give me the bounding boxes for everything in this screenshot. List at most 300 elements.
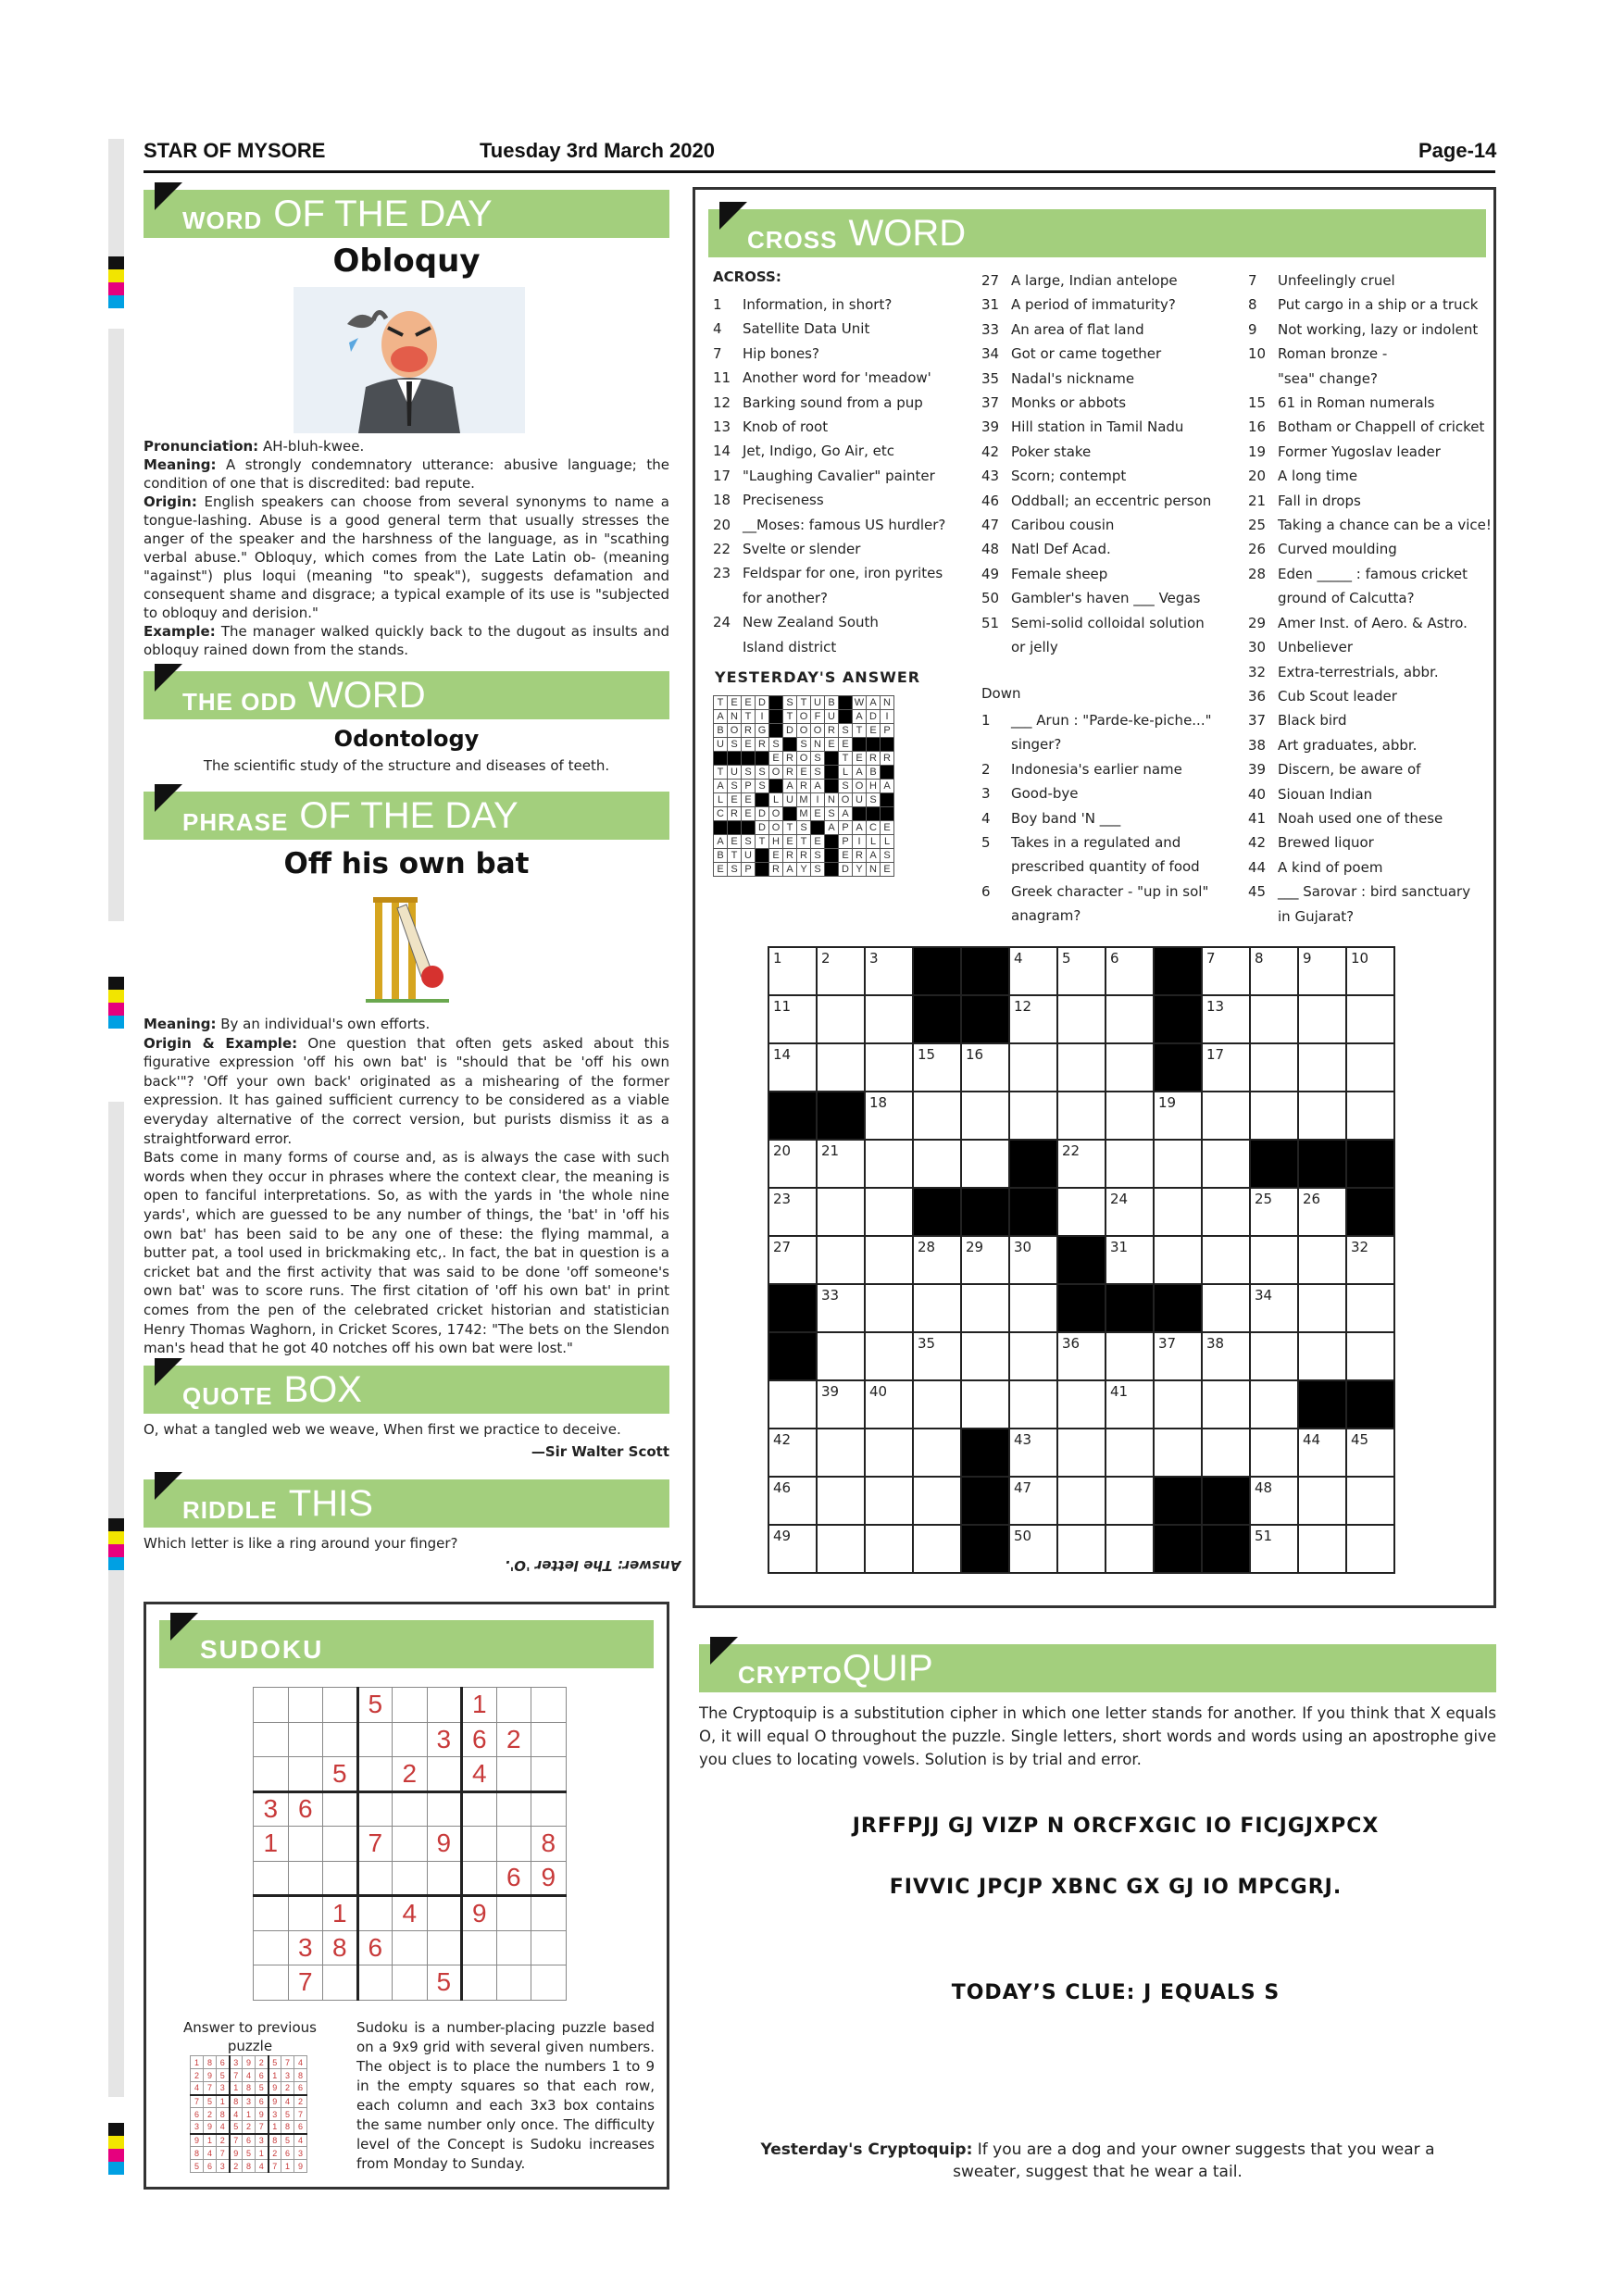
crossword-cell[interactable] <box>817 1188 865 1236</box>
black-square <box>1154 1043 1202 1092</box>
sudoku-cell[interactable] <box>496 1791 531 1827</box>
sudoku-cell[interactable] <box>393 1861 428 1896</box>
answer-cell: U <box>742 849 756 863</box>
answer-cell: T <box>728 849 742 863</box>
clue-row <box>1248 757 1492 781</box>
clue-text: Hip bones? <box>743 344 819 362</box>
crossword-cell[interactable] <box>1009 1284 1057 1332</box>
crossword-cell[interactable]: 13 <box>1202 995 1250 1043</box>
sudoku-cell[interactable]: 5 <box>323 1757 358 1792</box>
crossword-cell[interactable] <box>913 1284 961 1332</box>
answer-cell: E <box>742 696 756 710</box>
crossword-cell[interactable]: 41 <box>1106 1380 1154 1429</box>
sudoku-cell[interactable] <box>357 1722 393 1757</box>
sudoku-cell[interactable] <box>357 1757 393 1792</box>
crossword-cell[interactable] <box>817 1043 865 1092</box>
sudoku-cell[interactable] <box>254 1722 289 1757</box>
crossword-cell[interactable] <box>1009 1092 1057 1140</box>
sudoku-cell[interactable] <box>496 1896 531 1931</box>
band-label-small: CROSS <box>747 226 838 254</box>
crossword-cell[interactable]: 37 <box>1154 1332 1202 1380</box>
sudoku-cell[interactable]: 6 <box>496 1861 531 1896</box>
sudoku-cell[interactable] <box>288 1757 323 1792</box>
sudoku-cell[interactable]: 6 <box>288 1791 323 1827</box>
sudoku-cell[interactable]: 2 <box>393 1757 428 1792</box>
answer-cell: 9 <box>191 2134 204 2147</box>
crossword-cell[interactable] <box>961 1284 1009 1332</box>
crossword-cell[interactable] <box>865 1284 913 1332</box>
answer-cell: A <box>825 821 839 835</box>
answer-cell: 1 <box>281 2160 294 2173</box>
sudoku-cell[interactable] <box>323 1722 358 1757</box>
crossword-cell[interactable] <box>1154 1380 1202 1429</box>
crossword-cell[interactable] <box>1298 1332 1346 1380</box>
crossword-cell[interactable] <box>1154 1236 1202 1284</box>
crossword-cell[interactable] <box>1346 1525 1394 1573</box>
answer-cell: 4 <box>281 2095 294 2108</box>
sudoku-cell[interactable] <box>357 1965 393 2001</box>
clue-text: ___ Arun : "Parde-ke-piche..." <box>1011 712 1212 729</box>
answer-cell: T <box>853 724 867 738</box>
crossword-cell[interactable] <box>961 1380 1009 1429</box>
sudoku-cell[interactable] <box>462 1965 497 2001</box>
sudoku-cell[interactable] <box>288 1688 323 1723</box>
answer-cell: E <box>714 863 728 877</box>
clue-row <box>981 611 1211 635</box>
sudoku-cell[interactable] <box>393 1965 428 2001</box>
sudoku-cell[interactable] <box>254 1896 289 1931</box>
sudoku-grid[interactable] <box>253 1687 567 2001</box>
sudoku-cell[interactable] <box>288 1861 323 1896</box>
clue-number <box>1248 367 1278 391</box>
sudoku-cell[interactable] <box>531 1930 567 1965</box>
crossword-cell[interactable] <box>817 1332 865 1380</box>
quote-header <box>144 1366 669 1414</box>
answer-cell: H <box>769 835 783 849</box>
yesterday-crossword-grid <box>713 695 894 877</box>
crossword-cell[interactable] <box>1009 1380 1057 1429</box>
sudoku-cell[interactable] <box>323 1861 358 1896</box>
crossword-cell[interactable] <box>1106 1525 1154 1573</box>
answer-cell: A <box>881 780 894 793</box>
crossword-cell[interactable] <box>1106 995 1154 1043</box>
crossword-cell[interactable]: 29 <box>961 1236 1009 1284</box>
crossword-cell[interactable]: 8 <box>1250 947 1298 995</box>
answer-cell: 1 <box>256 2147 269 2160</box>
crossword-cell[interactable] <box>1057 1043 1106 1092</box>
crossword-cell[interactable] <box>961 1092 1009 1140</box>
sudoku-cell[interactable] <box>427 1688 462 1723</box>
answer-cell: Y <box>797 863 811 877</box>
sudoku-cell[interactable] <box>462 1930 497 1965</box>
sudoku-cell[interactable] <box>393 1688 428 1723</box>
sudoku-cell[interactable]: 8 <box>323 1930 358 1965</box>
crossword-cell[interactable]: 1 <box>768 947 817 995</box>
answer-cell: S <box>867 793 881 807</box>
crossword-cell[interactable] <box>1202 1429 1250 1477</box>
crossword-cell[interactable] <box>913 1477 961 1525</box>
crossword-cell[interactable]: 40 <box>865 1380 913 1429</box>
crossword-cell[interactable] <box>1298 1236 1346 1284</box>
band-label-big: OF THE DAY <box>273 193 493 234</box>
sudoku-cell[interactable]: 2 <box>496 1722 531 1757</box>
clue-number: 22 <box>713 541 731 558</box>
crossword-cell[interactable]: 4 <box>1009 947 1057 995</box>
sudoku-cell[interactable]: 5 <box>357 1688 393 1723</box>
sudoku-cell[interactable] <box>254 1965 289 2001</box>
clue-number: 3 <box>981 785 991 803</box>
crossword-cell[interactable]: 14 <box>768 1043 817 1092</box>
clue-text: Taking a chance can be a vice! <box>1278 517 1492 534</box>
sudoku-cell[interactable] <box>427 1930 462 1965</box>
crossword-cell[interactable]: 24 <box>1106 1188 1154 1236</box>
word-of-day-header <box>144 190 669 238</box>
crossword-cell[interactable] <box>865 1429 913 1477</box>
crossword-cell[interactable] <box>1250 1332 1298 1380</box>
sudoku-cell[interactable] <box>531 1757 567 1792</box>
crossword-cell[interactable] <box>913 1525 961 1573</box>
crossword-cell[interactable] <box>1250 1092 1298 1140</box>
clue-row <box>981 367 1211 391</box>
crossword-cell[interactable]: 3 <box>865 947 913 995</box>
sudoku-cell[interactable]: 9 <box>462 1896 497 1931</box>
crossword-cell[interactable] <box>1106 1092 1154 1140</box>
sudoku-cell[interactable]: 5 <box>427 1965 462 2001</box>
crossword-cell[interactable]: 23 <box>768 1188 817 1236</box>
crossword-cell[interactable]: 43 <box>1009 1429 1057 1477</box>
sudoku-cell[interactable] <box>427 1861 462 1896</box>
black-square <box>913 1188 961 1236</box>
crossword-cell[interactable] <box>1106 1477 1154 1525</box>
crossword-cell[interactable]: 22 <box>1057 1140 1106 1188</box>
answer-cell: R <box>783 766 797 780</box>
sudoku-cell[interactable] <box>496 1827 531 1862</box>
crossword-cell[interactable] <box>1202 1092 1250 1140</box>
crossword-cell[interactable]: 44 <box>1298 1429 1346 1477</box>
crossword-cell[interactable]: 33 <box>817 1284 865 1332</box>
black-square <box>913 995 961 1043</box>
black-square <box>867 807 881 821</box>
crossword-cell[interactable] <box>1250 1236 1298 1284</box>
crossword-cell[interactable]: 17 <box>1202 1043 1250 1092</box>
crossword-cell[interactable]: 27 <box>768 1236 817 1284</box>
crossword-cell[interactable]: 26 <box>1298 1188 1346 1236</box>
cryptoquip-intro: The Cryptoquip is a substitution cipher in which one letter stands for another. If you think that X equals O, it will equal O throughout the puzzle. Single letters, short words and words using an apostrophe give you clues to locating vowels. Solution is by trial and error. <box>699 1704 1496 1768</box>
crossword-cell[interactable]: 49 <box>768 1525 817 1573</box>
sudoku-cell[interactable] <box>496 1688 531 1723</box>
clue-text: ___ Sarovar : bird sanctuary <box>1278 883 1471 901</box>
sudoku-cell[interactable] <box>393 1827 428 1862</box>
crossword-cell[interactable]: 51 <box>1250 1525 1298 1573</box>
crossword-cell[interactable]: 25 <box>1250 1188 1298 1236</box>
crossword-cell[interactable]: 48 <box>1250 1477 1298 1525</box>
crossword-cell[interactable]: 15 <box>913 1043 961 1092</box>
crossword-cell[interactable] <box>1057 1525 1106 1573</box>
clue-row <box>713 537 945 561</box>
crossword-cell[interactable]: 18 <box>865 1092 913 1140</box>
sudoku-cell[interactable] <box>462 1827 497 1862</box>
sudoku-header <box>159 1620 654 1668</box>
crossword-cell[interactable] <box>865 1332 913 1380</box>
angry-man-illustration <box>294 287 525 433</box>
clue-text: Unfeelingly cruel <box>1278 272 1395 289</box>
sudoku-cell[interactable]: 1 <box>462 1688 497 1723</box>
crossword-cell[interactable]: 2 <box>817 947 865 995</box>
clue-row <box>981 757 1212 781</box>
answer-cell: 8 <box>191 2147 204 2160</box>
sudoku-cell[interactable] <box>357 1896 393 1931</box>
answer-cell: A <box>853 821 867 835</box>
crossword-cell[interactable]: 38 <box>1202 1332 1250 1380</box>
clue-text: Black bird <box>1278 712 1347 730</box>
sudoku-cell[interactable] <box>427 1757 462 1792</box>
sudoku-cell[interactable] <box>357 1791 393 1827</box>
clue-number: 18 <box>713 492 731 509</box>
sudoku-cell[interactable] <box>254 1688 289 1723</box>
crossword-cell[interactable]: 47 <box>1009 1477 1057 1525</box>
sudoku-cell[interactable] <box>496 1930 531 1965</box>
clue-row <box>1248 342 1492 366</box>
crossword-cell[interactable]: 20 <box>768 1140 817 1188</box>
crossword-grid[interactable] <box>768 946 1395 1574</box>
crossword-cell[interactable] <box>1106 1043 1154 1092</box>
clue-text: or jelly <box>1011 639 1058 656</box>
answer-cell: 6 <box>256 2069 269 2082</box>
crossword-cell[interactable] <box>1009 1332 1057 1380</box>
sudoku-cell[interactable] <box>531 1896 567 1931</box>
sudoku-cell[interactable]: 7 <box>288 1965 323 2001</box>
crossword-cell[interactable] <box>768 1380 817 1429</box>
answer-cell: L <box>881 835 894 849</box>
sudoku-cell[interactable]: 9 <box>427 1827 462 1862</box>
crossword-cell[interactable] <box>817 1429 865 1477</box>
crossword-cell[interactable] <box>817 1236 865 1284</box>
clue-text: Preciseness <box>743 492 824 509</box>
sudoku-cell[interactable]: 8 <box>531 1827 567 1862</box>
crossword-cell[interactable]: 35 <box>913 1332 961 1380</box>
crossword-cell[interactable] <box>865 1236 913 1284</box>
clue-row <box>981 635 1211 659</box>
sudoku-cell[interactable] <box>496 1757 531 1792</box>
crossword-cell[interactable] <box>1154 1429 1202 1477</box>
crossword-cell[interactable]: 34 <box>1250 1284 1298 1332</box>
crossword-cell[interactable] <box>1202 1188 1250 1236</box>
band-label-big: WORD <box>848 213 967 254</box>
crossword-cell[interactable]: 5 <box>1057 947 1106 995</box>
crossword-cell[interactable]: 9 <box>1298 947 1346 995</box>
crossword-cell[interactable]: 16 <box>961 1043 1009 1092</box>
crossword-cell[interactable] <box>1057 1092 1106 1140</box>
sudoku-cell[interactable]: 3 <box>288 1930 323 1965</box>
sudoku-cell[interactable] <box>254 1930 289 1965</box>
sudoku-cell[interactable]: 3 <box>254 1791 289 1827</box>
crossword-cell[interactable]: 28 <box>913 1236 961 1284</box>
answer-cell: 4 <box>191 2082 204 2095</box>
answer-cell: S <box>811 863 825 877</box>
crossword-cell[interactable] <box>913 1429 961 1477</box>
crossword-cell[interactable]: 42 <box>768 1429 817 1477</box>
sudoku-cell[interactable] <box>254 1861 289 1896</box>
crossword-cell[interactable] <box>817 995 865 1043</box>
sudoku-cell[interactable]: 9 <box>531 1861 567 1896</box>
sudoku-cell[interactable] <box>496 1965 531 2001</box>
sudoku-cell[interactable]: 4 <box>462 1757 497 1792</box>
crossword-cell[interactable]: 10 <box>1346 947 1394 995</box>
crossword-cell[interactable] <box>1250 1429 1298 1477</box>
crossword-cell[interactable] <box>1346 1477 1394 1525</box>
sudoku-cell[interactable] <box>357 1861 393 1896</box>
crossword-cell[interactable] <box>1346 1332 1394 1380</box>
answer-cell: S <box>742 766 756 780</box>
black-square <box>756 752 769 766</box>
crossword-cell[interactable] <box>1250 1380 1298 1429</box>
clue-row <box>981 781 1212 805</box>
crossword-cell[interactable] <box>1202 1284 1250 1332</box>
crossword-cell[interactable] <box>1154 1140 1202 1188</box>
crossword-cell[interactable] <box>913 1140 961 1188</box>
sudoku-cell[interactable] <box>531 1722 567 1757</box>
crossword-cell[interactable] <box>1202 1236 1250 1284</box>
sudoku-cell[interactable] <box>323 1965 358 2001</box>
crossword-cell[interactable] <box>817 1525 865 1573</box>
crossword-cell[interactable] <box>1346 1284 1394 1332</box>
clue-row <box>1248 293 1492 317</box>
crossword-cell[interactable] <box>1057 1188 1106 1236</box>
clue-number: 6 <box>981 882 991 900</box>
clue-number: 49 <box>981 565 1000 582</box>
sudoku-cell[interactable]: 6 <box>462 1722 497 1757</box>
sudoku-cell[interactable]: 7 <box>357 1827 393 1862</box>
crossword-cell[interactable] <box>1009 1043 1057 1092</box>
sudoku-cell[interactable]: 3 <box>427 1722 462 1757</box>
sudoku-cell[interactable]: 1 <box>254 1827 289 1862</box>
crossword-cell[interactable] <box>1057 1380 1106 1429</box>
band-label-small: THE ODD <box>182 688 297 716</box>
crossword-cell[interactable] <box>865 1043 913 1092</box>
clue-text: Feldspar for one, iron pyrites <box>743 565 943 582</box>
clue-row <box>1248 806 1492 830</box>
crossword-cell[interactable] <box>1250 995 1298 1043</box>
crossword-cell[interactable] <box>1346 1092 1394 1140</box>
answer-cell: A <box>714 835 728 849</box>
answer-cell: T <box>797 835 811 849</box>
quote-text: O, what a tangled web we weave, When first we practice to deceive. <box>144 1421 621 1438</box>
crossword-cell[interactable] <box>1202 1140 1250 1188</box>
crossword-cell[interactable]: 31 <box>1106 1236 1154 1284</box>
clue-text: Gambler's haven ___ Vegas <box>1011 590 1201 607</box>
crossword-cell[interactable]: 36 <box>1057 1332 1106 1380</box>
clue-row <box>981 415 1211 439</box>
crossword-cell[interactable] <box>961 1140 1009 1188</box>
crossword-cell[interactable]: 46 <box>768 1477 817 1525</box>
answer-cell: 7 <box>191 2095 204 2108</box>
crossword-cell[interactable] <box>817 1477 865 1525</box>
crossword-cell[interactable] <box>1106 1140 1154 1188</box>
crossword-cell[interactable] <box>1106 1332 1154 1380</box>
sudoku-cell[interactable] <box>254 1757 289 1792</box>
crossword-cell[interactable] <box>1057 1429 1106 1477</box>
sudoku-cell[interactable] <box>288 1722 323 1757</box>
crossword-cell[interactable]: 21 <box>817 1140 865 1188</box>
crossword-cell[interactable]: 30 <box>1009 1236 1057 1284</box>
clue-row <box>981 562 1211 586</box>
crossword-cell[interactable]: 39 <box>817 1380 865 1429</box>
clue-text: Noah used one of these <box>1278 809 1443 827</box>
crossword-cell[interactable] <box>961 1332 1009 1380</box>
crossword-cell[interactable]: 45 <box>1346 1429 1394 1477</box>
crossword-cell[interactable]: 6 <box>1106 947 1154 995</box>
sudoku-cell[interactable] <box>288 1896 323 1931</box>
sudoku-cell[interactable] <box>393 1722 428 1757</box>
sudoku-cell[interactable] <box>393 1930 428 1965</box>
crossword-cell[interactable] <box>1154 1188 1202 1236</box>
sudoku-cell[interactable] <box>393 1791 428 1827</box>
answer-cell: U <box>811 696 825 710</box>
sudoku-cell[interactable] <box>323 1791 358 1827</box>
crossword-cell[interactable] <box>865 1188 913 1236</box>
sudoku-cell[interactable]: 1 <box>323 1896 358 1931</box>
sudoku-cell[interactable]: 6 <box>357 1930 393 1965</box>
crossword-cell[interactable]: 19 <box>1154 1092 1202 1140</box>
answer-cell: R <box>756 738 769 752</box>
crossword-cell[interactable] <box>1250 1043 1298 1092</box>
crossword-cell[interactable] <box>1202 1380 1250 1429</box>
sudoku-cell[interactable] <box>427 1791 462 1827</box>
black-square <box>1106 1284 1154 1332</box>
sudoku-cell[interactable] <box>323 1827 358 1862</box>
crossword-cell[interactable] <box>1298 1043 1346 1092</box>
black-square <box>1346 1380 1394 1429</box>
crossword-cell[interactable] <box>1298 1477 1346 1525</box>
sudoku-cell[interactable] <box>462 1861 497 1896</box>
crossword-cell[interactable] <box>1298 1284 1346 1332</box>
crossword-cell[interactable]: 11 <box>768 995 817 1043</box>
clue-text: A kind of poem <box>1278 858 1383 876</box>
crossword-cell[interactable]: 7 <box>1202 947 1250 995</box>
sudoku-cell[interactable] <box>288 1827 323 1862</box>
answer-cell: L <box>714 793 728 807</box>
crossword-cell[interactable] <box>1057 1477 1106 1525</box>
sudoku-cell[interactable] <box>427 1896 462 1931</box>
crossword-cell[interactable] <box>1057 995 1106 1043</box>
crossword-cell[interactable] <box>865 1477 913 1525</box>
answer-cell: A <box>714 780 728 793</box>
crossword-cell[interactable] <box>913 1092 961 1140</box>
crossword-cell[interactable] <box>1346 995 1394 1043</box>
sudoku-cell[interactable] <box>462 1791 497 1827</box>
crossword-cell[interactable]: 50 <box>1009 1525 1057 1573</box>
sudoku-cell[interactable] <box>531 1791 567 1827</box>
crossword-cell[interactable] <box>1298 995 1346 1043</box>
crossword-cell[interactable] <box>913 1380 961 1429</box>
crossword-cell[interactable] <box>1106 1429 1154 1477</box>
crossword-cell[interactable] <box>865 1140 913 1188</box>
crossword-cell[interactable] <box>865 995 913 1043</box>
sudoku-cell[interactable] <box>323 1688 358 1723</box>
crossword-cell[interactable] <box>1346 1043 1394 1092</box>
clue-text: Roman bronze - <box>1278 345 1388 363</box>
sudoku-cell[interactable] <box>531 1688 567 1723</box>
crossword-cell[interactable] <box>1298 1092 1346 1140</box>
crossword-cell[interactable]: 32 <box>1346 1236 1394 1284</box>
sudoku-cell[interactable] <box>531 1965 567 2001</box>
crossword-cell[interactable] <box>865 1525 913 1573</box>
clue-row <box>1248 268 1492 293</box>
crossword-cell[interactable] <box>1298 1525 1346 1573</box>
crossword-cell[interactable]: 12 <box>1009 995 1057 1043</box>
sudoku-cell[interactable]: 4 <box>393 1896 428 1931</box>
answer-cell: U <box>825 710 839 724</box>
